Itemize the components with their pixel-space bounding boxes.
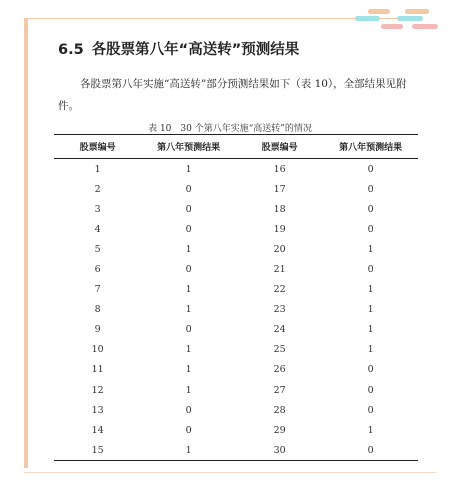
table-cell: 1 [185,384,192,396]
table-cell: 0 [367,264,374,276]
column-header: 第八年预测结果 [339,143,403,153]
table-cell: 25 [273,344,286,356]
table-cell: 21 [273,264,286,276]
table-cell: 1 [185,344,192,356]
table-cell: 18 [273,203,286,215]
table-cell: 12 [91,384,104,396]
table-row [54,400,418,420]
table-row [54,320,418,340]
table-cell: 1 [185,444,192,456]
column-header: 股票编号 [79,143,116,153]
decorative-dash [381,24,403,29]
column-header: 第八年预测结果 [157,143,221,153]
table-cell: 1 [367,243,374,255]
table-cell: 0 [367,384,374,396]
table-cell: 1 [367,304,374,316]
body-paragraph: 各股票第八年实施“高送转”部分预测结果如下（表 10），全部结果见附件。 [58,78,407,112]
table-cell: 0 [367,163,374,175]
table-cell: 1 [185,304,192,316]
table-cell: 0 [185,264,192,276]
table-cell: 0 [185,404,192,416]
table-cell: 1 [185,243,192,255]
table-cell: 0 [367,203,374,215]
table-cell: 11 [91,364,104,376]
table-cell: 0 [185,424,192,436]
decorative-dash [355,16,380,21]
table-cell: 0 [185,183,192,195]
table-cell: 14 [91,424,104,436]
page-frame-left-bar [24,18,28,468]
table-cell: 7 [94,284,101,296]
table-cell: 23 [273,304,286,316]
decorative-dash [412,24,438,29]
table-caption: 表 10 30 个第八年实施“高送转”的情况 [148,124,312,134]
table-cell: 5 [94,243,101,255]
table-cell: 29 [273,424,286,436]
table-cell: 0 [367,364,374,376]
table-row [54,380,418,400]
table-row [54,300,418,320]
table-cell: 0 [185,203,192,215]
table-row [54,340,418,360]
table-row [54,259,418,279]
table-cell: 1 [94,163,101,175]
table-cell: 1 [185,364,192,376]
table-cell: 24 [273,324,286,336]
table-row [54,280,418,300]
table-cell: 22 [273,284,286,296]
table-cell: 0 [367,404,374,416]
table-cell: 2 [94,183,101,195]
table-cell: 1 [367,344,374,356]
table-cell: 3 [94,203,101,215]
table-cell: 1 [185,163,192,175]
table-row [54,420,418,440]
table-cell: 0 [367,183,374,195]
page-frame-bottom [24,472,436,473]
table-cell: 28 [273,404,286,416]
table-row [54,199,418,219]
table-cell: 26 [273,364,286,376]
table-cell: 17 [273,183,286,195]
prediction-table [54,134,418,461]
table-cell: 6 [94,264,101,276]
table-cell: 13 [91,404,104,416]
table-row [54,219,418,239]
table-cell: 1 [185,284,192,296]
table-cell: 8 [94,304,101,316]
table-header-row [54,135,418,159]
table-cell: 27 [273,384,286,396]
decorative-dash [405,9,429,14]
table-cell: 15 [91,444,104,456]
section-title: 各股票第八年“高送转”预测结果 [91,42,300,58]
table-cell: 10 [91,344,104,356]
table-cell: 0 [185,223,192,235]
table-cell: 0 [185,324,192,336]
table-cell: 9 [94,324,101,336]
table-cell: 20 [273,243,286,255]
table-row [54,239,418,259]
table-row [54,159,418,180]
table-cell: 0 [367,444,374,456]
decorative-dash [397,16,423,21]
decorative-dash [368,9,390,14]
table-row [54,360,418,380]
table-body [54,159,418,461]
table-cell: 1 [367,284,374,296]
table-row [54,440,418,461]
section-heading [58,38,299,59]
column-header: 股票编号 [261,143,298,153]
table-cell: 0 [367,223,374,235]
table-cell: 19 [273,223,286,235]
table-cell: 16 [273,163,286,175]
table-cell: 4 [94,223,101,235]
table-cell: 1 [367,324,374,336]
section-number: 6.5 [58,42,84,58]
table-cell: 1 [367,424,374,436]
table-row [54,179,418,199]
table-cell: 30 [273,444,286,456]
